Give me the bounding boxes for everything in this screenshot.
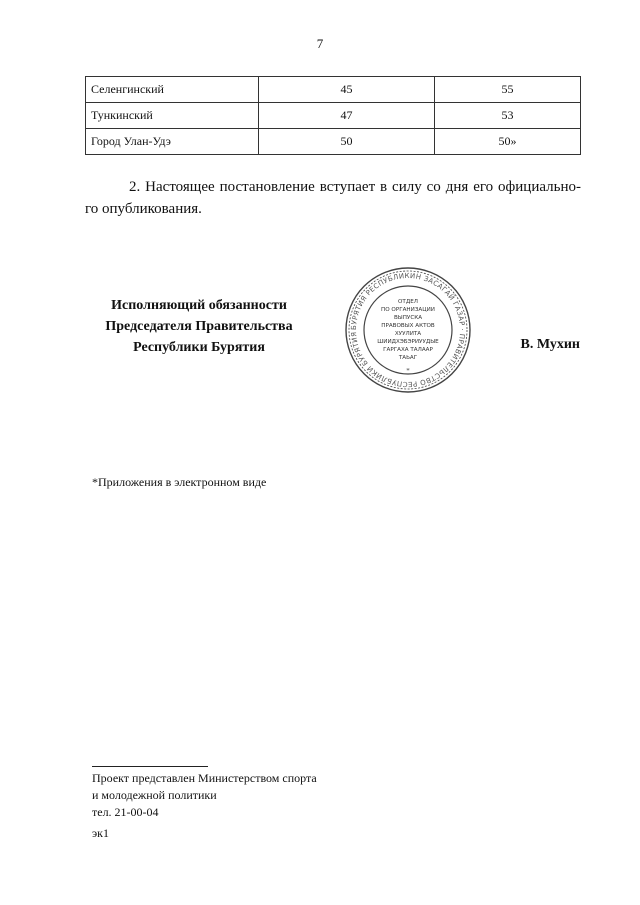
signatory-name: В. Мухин xyxy=(520,337,580,352)
attachment-note: *Приложения в электронном виде xyxy=(92,475,267,489)
table-cell-district: Селенгинский xyxy=(86,77,259,103)
signature-title-line: Исполняющий обязанности xyxy=(111,298,287,313)
table-cell-district: Город Улан-Удэ xyxy=(86,129,259,155)
page-number: 7 xyxy=(316,36,324,51)
svg-text:БУРЯТИЯ РЕСПУБЛИКИН ЗАСАГАЙ ГА: БУРЯТИЯ РЕСПУБЛИКИН ЗАСАГАЙ ГАЗАР · ПРАВИТЕЛЬСТВО РЕСПУБЛИКИ БУРЯТИЯ xyxy=(349,271,467,389)
district-table xyxy=(85,76,581,155)
signature-title-line: Председателя Правительства xyxy=(105,319,293,334)
seal-inner-text: ОТДЕЛ xyxy=(398,299,418,305)
table-row xyxy=(86,77,581,103)
footnote-line: тел. 21-00-04 xyxy=(92,805,159,819)
footnote-divider xyxy=(92,766,208,767)
seal-inner-text: ХУУЛИТА xyxy=(394,331,422,337)
seal-inner-text: ТАЬАГ xyxy=(398,355,418,361)
table-cell-value-1: 50 xyxy=(259,129,435,155)
seal-inner-text: ПО ОРГАНИЗАЦИИ xyxy=(381,307,435,313)
table-cell-value-2: 50» xyxy=(435,129,581,155)
seal-inner-text: ГАРГАХА ТАЛААР xyxy=(383,347,433,353)
footnote xyxy=(92,770,317,821)
table-cell-value-2: 55 xyxy=(435,77,581,103)
table-cell-value-1: 45 xyxy=(259,77,435,103)
table-cell-district: Тункинский xyxy=(86,103,259,129)
footnote-line: и молодежной политики xyxy=(92,788,217,802)
seal-star-icon: * xyxy=(406,367,410,375)
document-code: эк1 xyxy=(92,826,109,840)
table-row xyxy=(86,103,581,129)
seal-inner-text: ШИИДХЭБЭРИУУДЫЕ xyxy=(377,339,439,345)
official-seal xyxy=(343,265,473,395)
table-cell-value-1: 47 xyxy=(259,103,435,129)
signature-title-line: Республики Бурятия xyxy=(133,340,265,355)
signature-title xyxy=(85,295,313,358)
footnote-line: Проект представлен Министерством спорта xyxy=(92,771,317,785)
table-row xyxy=(86,129,581,155)
body-paragraph: 2. Настоящее постановление вступает в силу со дня его официально-го опубликования. xyxy=(85,179,581,217)
seal-inner-text: ВЫПУСКА xyxy=(393,315,423,321)
table-cell-value-2: 53 xyxy=(435,103,581,129)
seal-inner-text: ПРАВОВЫХ АКТОВ xyxy=(381,323,435,329)
